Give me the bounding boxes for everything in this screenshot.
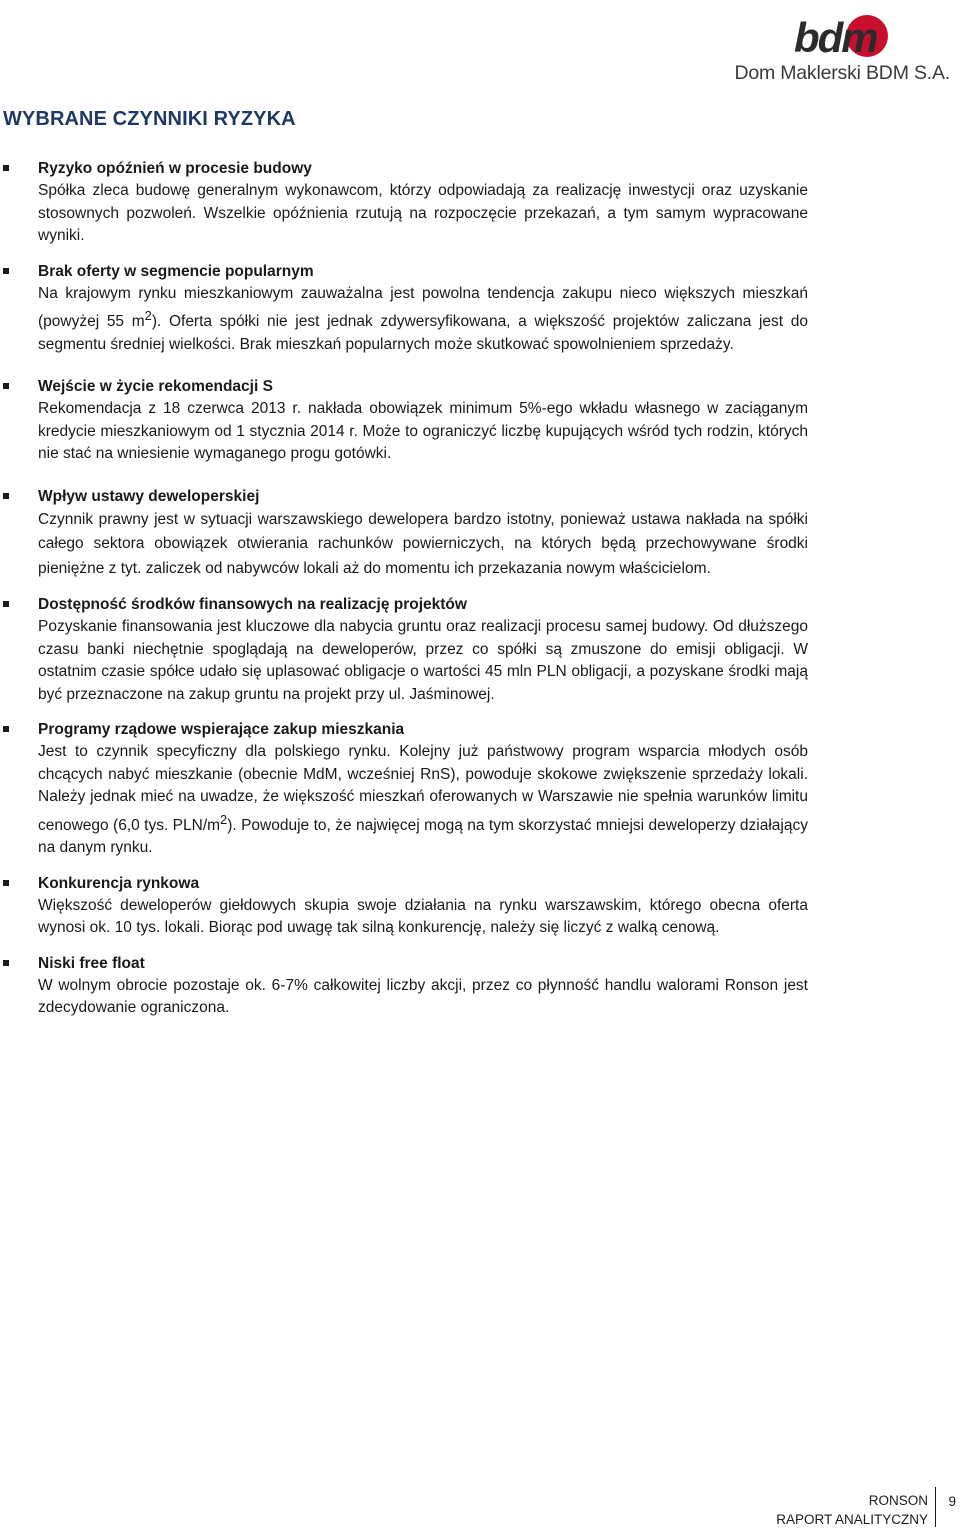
risk-item-free-float [0,953,808,1020]
risk-item-title: Niski free float [38,954,145,972]
square-bullet-icon [3,165,9,171]
risk-item-body: Pozyskanie finansowania jest kluczowe dla nabycia gruntu oraz realizacji procesu samej budowy. Od dłuższego czasu banki niechętnie spoglądają na deweloperów, przez co spółki są zmuszone do emisji obligacji. W ostatnim czasie spółce udało się uplasować obligacje o wartości 45 mln PLN obligacji, a pozyskane środki mają być przeznaczone na zakup gruntu na projekt przy ul. Jaśminowej. [38,618,808,703]
risk-item-title: Brak oferty w segmencie popularnym [38,262,314,280]
square-bullet-icon [3,726,9,732]
logo-mark-text: bdm [794,14,877,58]
risk-factor-list [0,158,808,1020]
risk-item-body: Spółka zleca budowę generalnym wykonawcom, którzy odpowiadają za realizację inwestycji oraz uzyskanie stosownych pozwoleń. Wszelkie opóźnienia rzutują na rozpoczęcie przekazań, a tym samym wypracowane wyniki. [38,182,808,244]
risk-item-title: Wpływ ustawy deweloperskiej [38,487,260,505]
footer-report-type: RAPORT ANALITYCZNY [776,1512,928,1527]
risk-item-body: W wolnym obrocie pozostaje ok. 6-7% całkowitej liczby akcji, przez co płynność handlu walorami Ronson jest zdecydowanie ograniczona. [38,976,808,1017]
risk-item-body: Większość deweloperów giełdowych skupia swoje działania na rynku warszawskim, którego obecna oferta wynosi ok. 10 tys. lokali. Biorąc pod uwagę tak silną konkurencję, należy się liczyć z walką cenową. [38,896,808,937]
risk-item-body-text: Na krajowym rynku mieszkaniowym zauważalna jest powolna tendencja zakupu nieco większych mieszkań (powyżej 55 m [38,284,808,331]
risk-item-body-text: Jest to czynnik specyficzny dla polskiego rynku. Kolejny już państwowy program wsparcia młodych osób chcących nabyć mieszkanie (obecnie MdM, wcześniej RnS), powoduje skokowe zwiększenie sprzedaży lokali. Należy jednak mieć na uwadze, że większość mieszkań oferowanych w Warszawie nie spełnia warunków limitu cenowego (6,0 tys. PLN/m [38,743,808,834]
risk-item-competition [0,873,808,940]
risk-item-construction-delays [0,158,808,248]
square-bullet-icon [3,601,9,607]
risk-item-government-programs [0,719,808,860]
risk-item-title: Dostępność środków finansowych na realizację projektów [38,596,467,614]
square-bullet-icon [3,960,9,966]
risk-item-title: Konkurencja rynkowa [38,874,200,892]
footer-divider [935,1487,936,1527]
square-bullet-icon [3,493,9,499]
page-footer [0,1471,960,1531]
superscript: 2 [144,308,152,323]
superscript: 2 [220,811,228,827]
risk-item-body-text: ). Powoduje to, że najwięcej mogą na tym skorzystać mniejsi deweloperzy działający na danym rynku. [38,816,808,857]
risk-item-title: Wejście w życie rekomendacji S [38,378,273,396]
square-bullet-icon [3,880,9,886]
risk-item-financing [0,594,808,706]
footer-company: RONSON [868,1493,928,1508]
square-bullet-icon [3,268,9,274]
logo-company-name: Dom Maklerski BDM S.A. [734,62,950,84]
risk-item-popular-segment [0,261,808,357]
risk-item-body [38,283,808,357]
page-title: WYBRANE CZYNNIKI RYZYKA [3,108,296,130]
risk-item-title: Programy rządowe wspierające zakup mieszkania [38,721,405,739]
risk-item-body-text: ). Oferta spółki nie jest jednak zdywersyfikowana, a większość projektów zaliczana jest do segmentu średniej wielkości. Brak mieszkań popularnych może skutkować spowolnieniem sprzedaży. [38,313,808,353]
risk-item-body: Czynnik prawny jest w sytuacji warszawskiego dewelopera bardzo istotny, ponieważ ustawa nakłada na spółki całego sektora obowiązek otwierania rachunków powierniczych, na których będą przechowywane środki pieniężne z tyt. zaliczek od nabywców lokali aż do momentu ich przekazania nowym właścicielom. [38,510,808,577]
bdm-logo-icon [794,10,894,58]
risk-item-recommendation-s [0,376,808,466]
page-number: 9 [948,1494,956,1509]
risk-item-title: Ryzyko opóźnień w procesie budowy [38,160,312,177]
company-logo [705,10,950,85]
risk-item-developer-act [0,486,808,582]
risk-item-body [38,741,808,860]
square-bullet-icon [3,383,9,389]
footer-report-label [776,1491,928,1529]
risk-item-body: Rekomendacja z 18 czerwca 2013 r. nakłada obowiązek minimum 5%-ego wkładu własnego w zaciąganym kredycie mieszkaniowym od 1 stycznia 2014 r. Może to ograniczyć liczbę kupujących wśród tych rodzin, których nie stać na wniesienie wymaganego progu gotówki. [38,400,808,463]
